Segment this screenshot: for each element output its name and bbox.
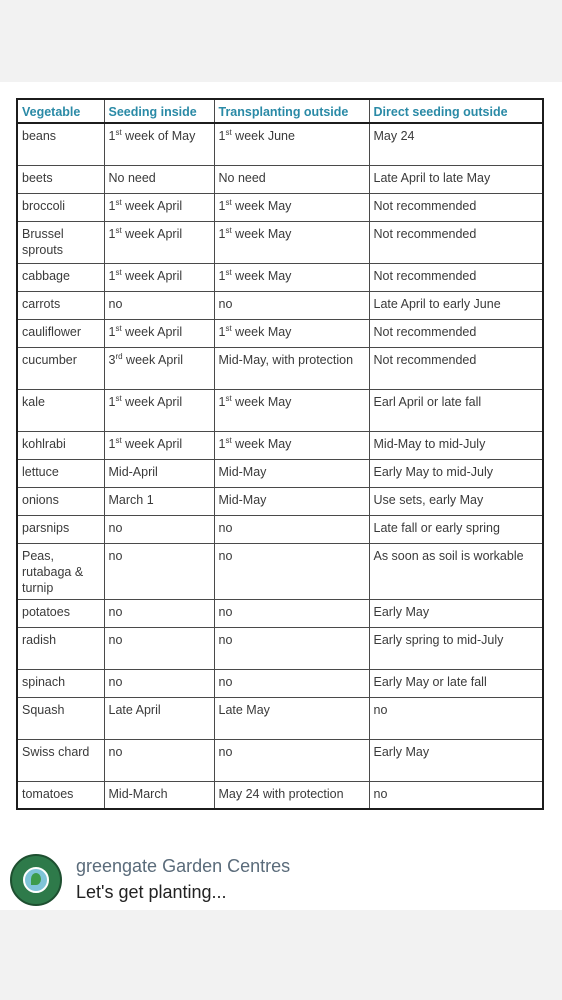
cell-direct-seeding-outside: no [369, 697, 543, 739]
cell-direct-seeding-outside: Mid-May to mid-July [369, 431, 543, 459]
table-row [17, 319, 543, 347]
greengate-logo-icon[interactable] [10, 854, 62, 906]
cell-seeding-inside: 3rd week April [104, 347, 214, 389]
cell-transplanting-outside: 1st week May [214, 431, 369, 459]
cell-vegetable: spinach [17, 669, 104, 697]
cell-seeding-inside: Mid-April [104, 459, 214, 487]
cell-direct-seeding-outside: Late fall or early spring [369, 515, 543, 543]
table-photo [0, 82, 562, 910]
cell-direct-seeding-outside: As soon as soil is workable [369, 543, 543, 599]
cell-direct-seeding-outside: May 24 [369, 123, 543, 165]
cell-direct-seeding-outside: Early May [369, 739, 543, 781]
table-row [17, 291, 543, 319]
cell-transplanting-outside: Mid-May, with protection [214, 347, 369, 389]
header-seeding-inside: Seeding inside [104, 99, 214, 123]
cell-seeding-inside: 1st week April [104, 389, 214, 431]
cell-seeding-inside: no [104, 515, 214, 543]
cell-vegetable: carrots [17, 291, 104, 319]
cell-transplanting-outside: no [214, 599, 369, 627]
cell-seeding-inside: 1st week April [104, 221, 214, 263]
table-row [17, 515, 543, 543]
cell-seeding-inside: no [104, 669, 214, 697]
cell-vegetable: cabbage [17, 263, 104, 291]
cell-vegetable: potatoes [17, 599, 104, 627]
cell-seeding-inside: No need [104, 165, 214, 193]
post-tagline: Let's get planting... [76, 882, 227, 902]
cell-seeding-inside: 1st week of May [104, 123, 214, 165]
cell-vegetable: radish [17, 627, 104, 669]
cell-direct-seeding-outside: Early May or late fall [369, 669, 543, 697]
cell-direct-seeding-outside: Not recommended [369, 347, 543, 389]
cell-direct-seeding-outside: no [369, 781, 543, 809]
cell-direct-seeding-outside: Late April to early June [369, 291, 543, 319]
cell-seeding-inside: no [104, 739, 214, 781]
cell-transplanting-outside: no [214, 669, 369, 697]
cell-seeding-inside: no [104, 599, 214, 627]
cell-seeding-inside: Late April [104, 697, 214, 739]
cell-vegetable: parsnips [17, 515, 104, 543]
table-row [17, 459, 543, 487]
table-row [17, 389, 543, 431]
cell-transplanting-outside: no [214, 291, 369, 319]
cell-direct-seeding-outside: Early spring to mid-July [369, 627, 543, 669]
cell-direct-seeding-outside: Early May to mid-July [369, 459, 543, 487]
table-row [17, 627, 543, 669]
cell-transplanting-outside: no [214, 515, 369, 543]
cell-vegetable: Peas, rutabaga & turnip [17, 543, 104, 599]
table-row [17, 487, 543, 515]
cell-transplanting-outside: 1st week May [214, 389, 369, 431]
cell-direct-seeding-outside: Early May [369, 599, 543, 627]
table-row [17, 543, 543, 599]
cell-transplanting-outside: 1st week May [214, 263, 369, 291]
cell-vegetable: cauliflower [17, 319, 104, 347]
table-row [17, 739, 543, 781]
cell-vegetable: beans [17, 123, 104, 165]
header-transplanting-outside: Transplanting outside [214, 99, 369, 123]
cell-transplanting-outside: 1st week June [214, 123, 369, 165]
cell-transplanting-outside: 1st week May [214, 221, 369, 263]
table-row [17, 263, 543, 291]
cell-direct-seeding-outside: Not recommended [369, 319, 543, 347]
cell-vegetable: onions [17, 487, 104, 515]
cell-vegetable: broccoli [17, 193, 104, 221]
cell-direct-seeding-outside: Not recommended [369, 263, 543, 291]
cell-seeding-inside: March 1 [104, 487, 214, 515]
brand-name[interactable]: greengate Garden Centres [76, 856, 291, 876]
cell-seeding-inside: 1st week April [104, 319, 214, 347]
table-row [17, 221, 543, 263]
table-row [17, 193, 543, 221]
cell-seeding-inside: no [104, 543, 214, 599]
cell-vegetable: Swiss chard [17, 739, 104, 781]
cell-vegetable: cucumber [17, 347, 104, 389]
cell-vegetable: Brussel sprouts [17, 221, 104, 263]
cell-vegetable: beets [17, 165, 104, 193]
cell-transplanting-outside: no [214, 627, 369, 669]
cell-direct-seeding-outside: Use sets, early May [369, 487, 543, 515]
cell-transplanting-outside: 1st week May [214, 193, 369, 221]
table-row [17, 599, 543, 627]
table-header-row [17, 99, 543, 123]
cell-direct-seeding-outside: Not recommended [369, 193, 543, 221]
cell-transplanting-outside: No need [214, 165, 369, 193]
cell-seeding-inside: Mid-March [104, 781, 214, 809]
cell-transplanting-outside: no [214, 739, 369, 781]
leaf-icon [31, 873, 41, 885]
cell-transplanting-outside: no [214, 543, 369, 599]
table-row [17, 165, 543, 193]
cell-transplanting-outside: May 24 with protection [214, 781, 369, 809]
table-body [17, 123, 543, 809]
cell-direct-seeding-outside: Not recommended [369, 221, 543, 263]
cell-transplanting-outside: 1st week May [214, 319, 369, 347]
header-direct-seeding-outside: Direct seeding outside [369, 99, 543, 123]
planting-schedule-table [16, 98, 544, 810]
cell-seeding-inside: no [104, 627, 214, 669]
table-row [17, 123, 543, 165]
cell-vegetable: kohlrabi [17, 431, 104, 459]
cell-transplanting-outside: Mid-May [214, 487, 369, 515]
cell-vegetable: tomatoes [17, 781, 104, 809]
table-row [17, 347, 543, 389]
cell-vegetable: lettuce [17, 459, 104, 487]
cell-seeding-inside: 1st week April [104, 193, 214, 221]
cell-seeding-inside: 1st week April [104, 431, 214, 459]
table-row [17, 697, 543, 739]
cell-transplanting-outside: Late May [214, 697, 369, 739]
cell-vegetable: Squash [17, 697, 104, 739]
cell-seeding-inside: 1st week April [104, 263, 214, 291]
table-row [17, 781, 543, 809]
table-row [17, 669, 543, 697]
cell-direct-seeding-outside: Earl April or late fall [369, 389, 543, 431]
cell-transplanting-outside: Mid-May [214, 459, 369, 487]
table-row [17, 431, 543, 459]
cell-seeding-inside: no [104, 291, 214, 319]
header-vegetable: Vegetable [17, 99, 104, 123]
cell-direct-seeding-outside: Late April to late May [369, 165, 543, 193]
post-footer [0, 832, 562, 910]
cell-vegetable: kale [17, 389, 104, 431]
